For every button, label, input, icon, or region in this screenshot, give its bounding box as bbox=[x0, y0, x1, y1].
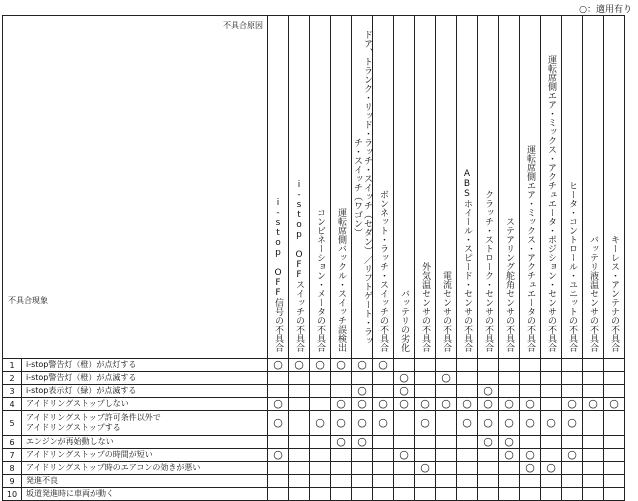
empty-cell bbox=[394, 488, 415, 501]
symptom-cell: エンジンが再始動しない bbox=[22, 436, 268, 449]
empty-cell bbox=[373, 462, 394, 475]
applicable-mark: ○ bbox=[331, 359, 352, 372]
applicable-mark: ○ bbox=[604, 398, 625, 411]
empty-cell bbox=[310, 488, 331, 501]
empty-cell bbox=[373, 372, 394, 385]
empty-cell bbox=[583, 372, 604, 385]
applicable-mark: ○ bbox=[436, 398, 457, 411]
empty-cell bbox=[289, 411, 310, 436]
applicable-mark: ○ bbox=[289, 359, 310, 372]
table-row bbox=[3, 398, 625, 411]
empty-cell bbox=[289, 372, 310, 385]
empty-cell bbox=[457, 359, 478, 372]
cause-label: ボンネット・ラッチ・スイッチの不具合 bbox=[378, 190, 388, 352]
empty-cell bbox=[583, 475, 604, 488]
empty-cell bbox=[541, 488, 562, 501]
empty-cell bbox=[457, 449, 478, 462]
empty-cell bbox=[541, 398, 562, 411]
empty-cell bbox=[562, 385, 583, 398]
applicable-mark: ○ bbox=[394, 372, 415, 385]
applicable-mark: ○ bbox=[352, 398, 373, 411]
table-row bbox=[3, 462, 625, 475]
empty-cell bbox=[394, 475, 415, 488]
empty-cell bbox=[583, 411, 604, 436]
empty-cell bbox=[520, 372, 541, 385]
row-number: 9 bbox=[3, 475, 22, 488]
empty-cell bbox=[352, 462, 373, 475]
applicable-mark: ○ bbox=[436, 372, 457, 385]
empty-cell bbox=[478, 462, 499, 475]
empty-cell bbox=[289, 488, 310, 501]
cause-axis-label: 不具合原因 bbox=[223, 21, 263, 30]
row-number: 2 bbox=[3, 372, 22, 385]
cause-label: ステアリング舵角センサの不具合 bbox=[504, 217, 514, 352]
cause-label: コンビネーション・メータの不具合 bbox=[315, 208, 325, 352]
empty-cell bbox=[310, 385, 331, 398]
empty-cell bbox=[541, 372, 562, 385]
cause-header-14 bbox=[541, 16, 562, 359]
applicable-mark: ○ bbox=[415, 462, 436, 475]
empty-cell bbox=[541, 475, 562, 488]
cause-label: 電流センサの不具合 bbox=[441, 271, 451, 352]
applicable-mark: ○ bbox=[583, 398, 604, 411]
applicable-mark: ○ bbox=[478, 411, 499, 436]
cause-label: ヒータ・コントロール・ユニットの不具合 bbox=[567, 181, 577, 352]
empty-cell bbox=[310, 372, 331, 385]
empty-cell bbox=[541, 385, 562, 398]
empty-cell bbox=[499, 475, 520, 488]
empty-cell bbox=[562, 462, 583, 475]
empty-cell bbox=[520, 488, 541, 501]
applicable-mark: ○ bbox=[562, 449, 583, 462]
empty-cell bbox=[436, 411, 457, 436]
empty-cell bbox=[583, 436, 604, 449]
empty-cell bbox=[352, 372, 373, 385]
legend: ○：適用有り bbox=[579, 5, 632, 15]
applicable-mark: ○ bbox=[562, 411, 583, 436]
empty-cell bbox=[352, 475, 373, 488]
empty-cell bbox=[415, 385, 436, 398]
symptom-axis-label: 不具合現象 bbox=[8, 296, 48, 305]
applicable-mark: ○ bbox=[499, 449, 520, 462]
cause-header-12 bbox=[499, 16, 520, 359]
empty-cell bbox=[562, 475, 583, 488]
applicable-mark: ○ bbox=[562, 398, 583, 411]
empty-cell bbox=[373, 449, 394, 462]
applicable-mark: ○ bbox=[478, 398, 499, 411]
cause-header-4 bbox=[331, 16, 352, 359]
empty-cell bbox=[268, 462, 289, 475]
empty-cell bbox=[478, 359, 499, 372]
empty-cell bbox=[352, 488, 373, 501]
empty-cell bbox=[604, 488, 625, 501]
cause-header-3 bbox=[310, 16, 331, 359]
applicable-mark: ○ bbox=[331, 398, 352, 411]
table-row bbox=[3, 372, 625, 385]
applicable-mark: ○ bbox=[520, 411, 541, 436]
applicable-mark: ○ bbox=[541, 462, 562, 475]
applicable-mark: ○ bbox=[352, 385, 373, 398]
empty-cell bbox=[520, 359, 541, 372]
empty-cell bbox=[310, 462, 331, 475]
empty-cell bbox=[457, 475, 478, 488]
applicable-mark: ○ bbox=[331, 436, 352, 449]
cause-label: i-stop OFF信号の不具合 bbox=[273, 198, 283, 352]
row-number: 7 bbox=[3, 449, 22, 462]
table-body bbox=[3, 359, 625, 501]
empty-cell bbox=[562, 359, 583, 372]
empty-cell bbox=[310, 398, 331, 411]
applicable-mark: ○ bbox=[268, 359, 289, 372]
cause-header-13 bbox=[520, 16, 541, 359]
cause-label: 運転席側エア・ミックス・アクチュエータ・ポジション・センサの不具合 bbox=[546, 55, 556, 352]
cause-header-11 bbox=[478, 16, 499, 359]
symptom-cell: i-stop警告灯（橙）が点滅する bbox=[22, 372, 268, 385]
empty-cell bbox=[499, 372, 520, 385]
cause-header-17 bbox=[604, 16, 625, 359]
empty-cell bbox=[457, 372, 478, 385]
applicable-mark: ○ bbox=[394, 385, 415, 398]
cause-label: i-stop OFFスイッチの不具合 bbox=[294, 180, 304, 352]
empty-cell bbox=[289, 398, 310, 411]
empty-cell bbox=[436, 449, 457, 462]
cause-header-1 bbox=[268, 16, 289, 359]
applicable-mark: ○ bbox=[541, 411, 562, 436]
empty-cell bbox=[436, 436, 457, 449]
applicable-mark: ○ bbox=[499, 436, 520, 449]
empty-cell bbox=[331, 372, 352, 385]
empty-cell bbox=[310, 449, 331, 462]
symptom-cause-table bbox=[2, 15, 625, 501]
empty-cell bbox=[415, 475, 436, 488]
cause-header-10 bbox=[457, 16, 478, 359]
empty-cell bbox=[457, 462, 478, 475]
applicable-mark: ○ bbox=[373, 411, 394, 436]
empty-cell bbox=[604, 411, 625, 436]
applicable-mark: ○ bbox=[499, 411, 520, 436]
empty-cell bbox=[394, 411, 415, 436]
table-row bbox=[3, 475, 625, 488]
empty-cell bbox=[478, 372, 499, 385]
applicable-mark: ○ bbox=[457, 398, 478, 411]
cause-header-7 bbox=[394, 16, 415, 359]
cause-label: クラッチ・ストローク・センサの不具合 bbox=[483, 190, 493, 352]
empty-cell bbox=[499, 359, 520, 372]
empty-cell bbox=[436, 462, 457, 475]
symptom-cell: i-stop警告灯（橙）が点灯する bbox=[22, 359, 268, 372]
empty-cell bbox=[352, 449, 373, 462]
empty-cell bbox=[415, 359, 436, 372]
empty-cell bbox=[583, 449, 604, 462]
row-number: 5 bbox=[3, 411, 22, 436]
empty-cell bbox=[604, 449, 625, 462]
row-number: 6 bbox=[3, 436, 22, 449]
empty-cell bbox=[457, 488, 478, 501]
empty-cell bbox=[604, 462, 625, 475]
empty-cell bbox=[604, 372, 625, 385]
empty-cell bbox=[373, 488, 394, 501]
empty-cell bbox=[457, 436, 478, 449]
empty-cell bbox=[436, 488, 457, 501]
row-number: 1 bbox=[3, 359, 22, 372]
empty-cell bbox=[604, 385, 625, 398]
empty-cell bbox=[289, 449, 310, 462]
applicable-mark: ○ bbox=[478, 385, 499, 398]
applicable-mark: ○ bbox=[310, 359, 331, 372]
empty-cell bbox=[310, 436, 331, 449]
applicable-mark: ○ bbox=[268, 411, 289, 436]
empty-cell bbox=[478, 488, 499, 501]
applicable-mark: ○ bbox=[478, 436, 499, 449]
applicable-mark: ○ bbox=[373, 359, 394, 372]
table-row bbox=[3, 449, 625, 462]
cause-header-9 bbox=[436, 16, 457, 359]
empty-cell bbox=[583, 385, 604, 398]
empty-cell bbox=[268, 372, 289, 385]
applicable-mark: ○ bbox=[394, 398, 415, 411]
corner-header-cell bbox=[3, 16, 268, 359]
empty-cell bbox=[604, 475, 625, 488]
empty-cell bbox=[583, 359, 604, 372]
applicable-mark: ○ bbox=[457, 411, 478, 436]
empty-cell bbox=[478, 449, 499, 462]
empty-cell bbox=[604, 359, 625, 372]
cause-label: 運転席側バックル・スイッチ誤検出 bbox=[336, 208, 346, 352]
cause-label: 運転席側エア・ミックス・アクチュエータの不具合 bbox=[525, 145, 535, 352]
empty-cell bbox=[268, 385, 289, 398]
empty-cell bbox=[373, 475, 394, 488]
applicable-mark: ○ bbox=[352, 436, 373, 449]
applicable-mark: ○ bbox=[310, 411, 331, 436]
empty-cell bbox=[541, 449, 562, 462]
table-row bbox=[3, 411, 625, 436]
empty-cell bbox=[562, 436, 583, 449]
empty-cell bbox=[289, 462, 310, 475]
empty-cell bbox=[415, 449, 436, 462]
row-number: 3 bbox=[3, 385, 22, 398]
symptom-cell: 発進不良 bbox=[22, 475, 268, 488]
header-row bbox=[3, 16, 625, 359]
empty-cell bbox=[499, 462, 520, 475]
applicable-mark: ○ bbox=[373, 398, 394, 411]
empty-cell bbox=[331, 488, 352, 501]
cause-label: バッテリ液温センサの不具合 bbox=[588, 235, 598, 352]
empty-cell bbox=[394, 359, 415, 372]
empty-cell bbox=[520, 436, 541, 449]
empty-cell bbox=[268, 436, 289, 449]
empty-cell bbox=[415, 372, 436, 385]
applicable-mark: ○ bbox=[520, 398, 541, 411]
empty-cell bbox=[415, 436, 436, 449]
cause-header-2 bbox=[289, 16, 310, 359]
empty-cell bbox=[268, 488, 289, 501]
empty-cell bbox=[331, 475, 352, 488]
empty-cell bbox=[457, 385, 478, 398]
applicable-mark: ○ bbox=[415, 411, 436, 436]
symptom-cell: アイドリングストップしない bbox=[22, 398, 268, 411]
applicable-mark: ○ bbox=[268, 449, 289, 462]
applicable-mark: ○ bbox=[415, 398, 436, 411]
cause-header-16 bbox=[583, 16, 604, 359]
empty-cell bbox=[520, 385, 541, 398]
empty-cell bbox=[499, 385, 520, 398]
table-row bbox=[3, 488, 625, 501]
symptom-cell: アイドリングストップ許可条件以外で アイドリングストップする bbox=[22, 411, 268, 436]
symptom-cell: i-stop表示灯（緑）が点滅する bbox=[22, 385, 268, 398]
cause-header-6 bbox=[373, 16, 394, 359]
symptom-cell: 坂道発進時に車両が動く bbox=[22, 488, 268, 501]
cause-label: バッテリの劣化 bbox=[399, 289, 409, 352]
empty-cell bbox=[436, 385, 457, 398]
empty-cell bbox=[520, 475, 541, 488]
applicable-mark: ○ bbox=[394, 449, 415, 462]
table-row bbox=[3, 385, 625, 398]
applicable-mark: ○ bbox=[499, 398, 520, 411]
empty-cell bbox=[562, 488, 583, 501]
cause-header-15 bbox=[562, 16, 583, 359]
empty-cell bbox=[478, 475, 499, 488]
empty-cell bbox=[331, 449, 352, 462]
empty-cell bbox=[331, 462, 352, 475]
empty-cell bbox=[373, 385, 394, 398]
symptom-cell: アイドリングストップの時間が短い bbox=[22, 449, 268, 462]
empty-cell bbox=[562, 372, 583, 385]
cause-label: キーレス・アンテナの不具合 bbox=[609, 235, 619, 352]
empty-cell bbox=[331, 385, 352, 398]
empty-cell bbox=[415, 488, 436, 501]
applicable-mark: ○ bbox=[352, 359, 373, 372]
empty-cell bbox=[394, 436, 415, 449]
row-number: 4 bbox=[3, 398, 22, 411]
empty-cell bbox=[289, 436, 310, 449]
empty-cell bbox=[436, 359, 457, 372]
row-number: 8 bbox=[3, 462, 22, 475]
applicable-mark: ○ bbox=[352, 411, 373, 436]
table-row bbox=[3, 436, 625, 449]
empty-cell bbox=[541, 359, 562, 372]
empty-cell bbox=[541, 436, 562, 449]
symptom-cell: アイドリングストップ時のエアコンの効きが悪い bbox=[22, 462, 268, 475]
empty-cell bbox=[604, 436, 625, 449]
cause-label: 外気温センサの不具合 bbox=[420, 262, 430, 352]
cause-label: ABSホイール・スピード・センサの不具合 bbox=[462, 169, 472, 352]
empty-cell bbox=[268, 475, 289, 488]
empty-cell bbox=[583, 462, 604, 475]
empty-cell bbox=[583, 488, 604, 501]
empty-cell bbox=[310, 475, 331, 488]
cause-header-5 bbox=[352, 16, 373, 359]
empty-cell bbox=[499, 488, 520, 501]
empty-cell bbox=[289, 475, 310, 488]
table-row bbox=[3, 359, 625, 372]
empty-cell bbox=[289, 385, 310, 398]
empty-cell bbox=[394, 462, 415, 475]
empty-cell bbox=[436, 475, 457, 488]
applicable-mark: ○ bbox=[520, 449, 541, 462]
cause-label: ドア、トランク・リッド・ラッチ・スイッチ（セダン）／リフトゲート・ラッチ・スイッチ（ワゴン） bbox=[352, 29, 372, 345]
row-number: 10 bbox=[3, 488, 22, 501]
applicable-mark: ○ bbox=[268, 398, 289, 411]
cause-header-8 bbox=[415, 16, 436, 359]
applicable-mark: ○ bbox=[520, 462, 541, 475]
applicable-mark: ○ bbox=[331, 411, 352, 436]
empty-cell bbox=[373, 436, 394, 449]
